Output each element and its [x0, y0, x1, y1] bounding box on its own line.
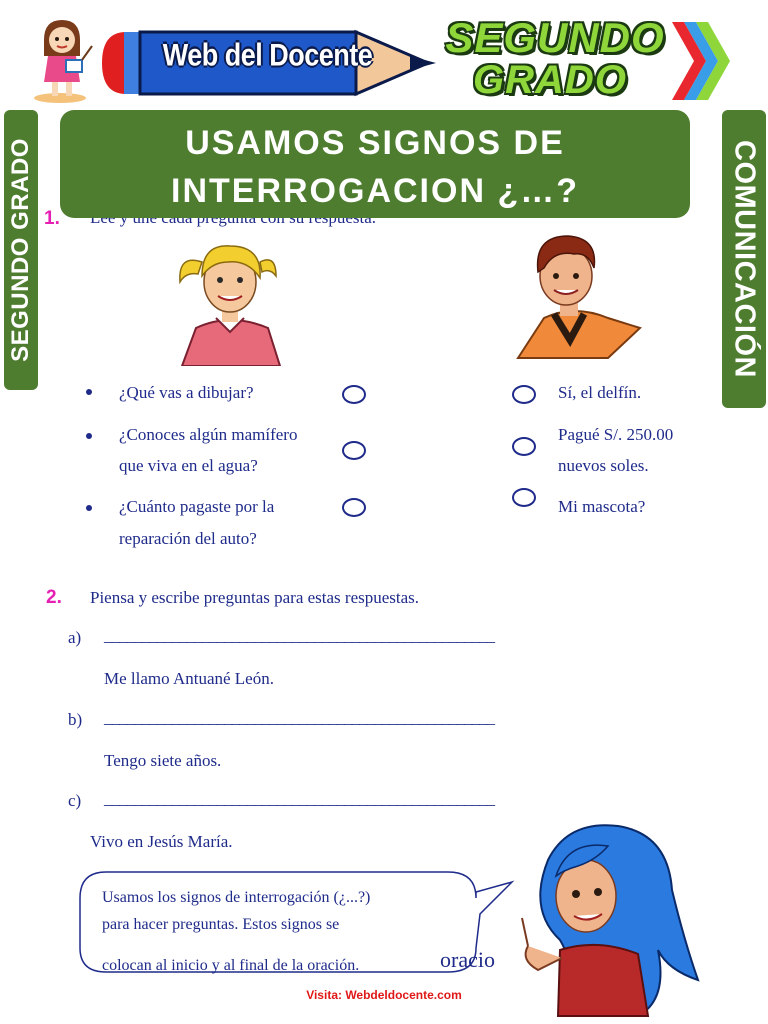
question-3-match-oval[interactable]: [342, 498, 366, 517]
question-1: ¿Qué vas a dibujar?: [119, 383, 254, 402]
bullet: [86, 505, 92, 511]
bullet: [86, 433, 92, 439]
title-line2: INTERROGACION ¿…?: [171, 172, 579, 210]
item-c-letter: c): [68, 791, 82, 810]
right-side-label: COMUNICACIÓN: [728, 140, 761, 378]
grade-title-line2: GRADO: [473, 58, 627, 102]
answer-1: Sí, el delfín.: [558, 383, 642, 402]
question-1-match-oval[interactable]: [342, 385, 366, 404]
item-b-answer: Tengo siete años.: [104, 751, 222, 770]
exercise2-instruction: Piensa y escribe preguntas para estas respuestas.: [90, 588, 420, 607]
chevron-arrows-icon: [668, 20, 732, 102]
answer-2-line1: Pagué S/. 250.00: [558, 425, 674, 444]
answer-3: Mi mascota?: [558, 497, 646, 516]
footer-website-link[interactable]: Visita: Webdeldocente.com: [306, 988, 462, 1002]
answer-1-match-oval[interactable]: [512, 385, 536, 404]
left-side-label: SEGUNDO GRADO: [7, 138, 34, 362]
item-b-letter: b): [68, 710, 83, 729]
item-c-answer: Vivo en Jesús María.: [90, 832, 233, 851]
question-3-line2: reparación del auto?: [119, 529, 257, 548]
title-banner: [60, 110, 690, 218]
item-c-answer-line[interactable]: ____________________________________________________: [104, 789, 494, 808]
grade-title-line1: SEGUNDO: [445, 14, 665, 61]
question-3-line1: ¿Cuánto pagaste por la: [119, 497, 275, 516]
bubble-overflow-text: oracio: [440, 947, 495, 972]
logo-text: Web del Docente: [162, 37, 373, 73]
right-side-bar: [722, 110, 766, 408]
exercise1-number: 1.: [44, 208, 60, 229]
bullet: [86, 389, 92, 395]
item-a-answer: Me llamo Antuané León.: [104, 669, 274, 688]
answer-2-match-oval[interactable]: [512, 437, 536, 456]
left-side-bar: [4, 110, 38, 390]
item-a-letter: a): [68, 628, 82, 647]
girl-illustration-icon: [172, 232, 288, 366]
question-2-line1: ¿Conoces algún mamífero: [119, 425, 298, 444]
question-2-match-oval[interactable]: [342, 441, 366, 460]
bubble-line1: Usamos los signos de interrogación (¿...?): [102, 889, 371, 906]
exercise2-number: 2.: [46, 587, 62, 608]
item-a-answer-line[interactable]: ____________________________________________________: [104, 626, 494, 645]
title-line1: USAMOS SIGNOS DE: [185, 124, 565, 162]
answer-3-match-oval[interactable]: [512, 488, 536, 507]
bubble-line3: colocan al inicio y al final de la oración.: [102, 957, 360, 974]
bubble-line2: para hacer preguntas. Estos signos se: [102, 916, 340, 933]
boy-illustration-icon: [504, 228, 644, 362]
question-2-line2: que viva en el agua?: [119, 456, 258, 475]
answer-2-line2: nuevos soles.: [558, 456, 649, 475]
item-b-answer-line[interactable]: ____________________________________________________: [104, 708, 494, 727]
teacher-mascot-icon: [30, 16, 96, 104]
